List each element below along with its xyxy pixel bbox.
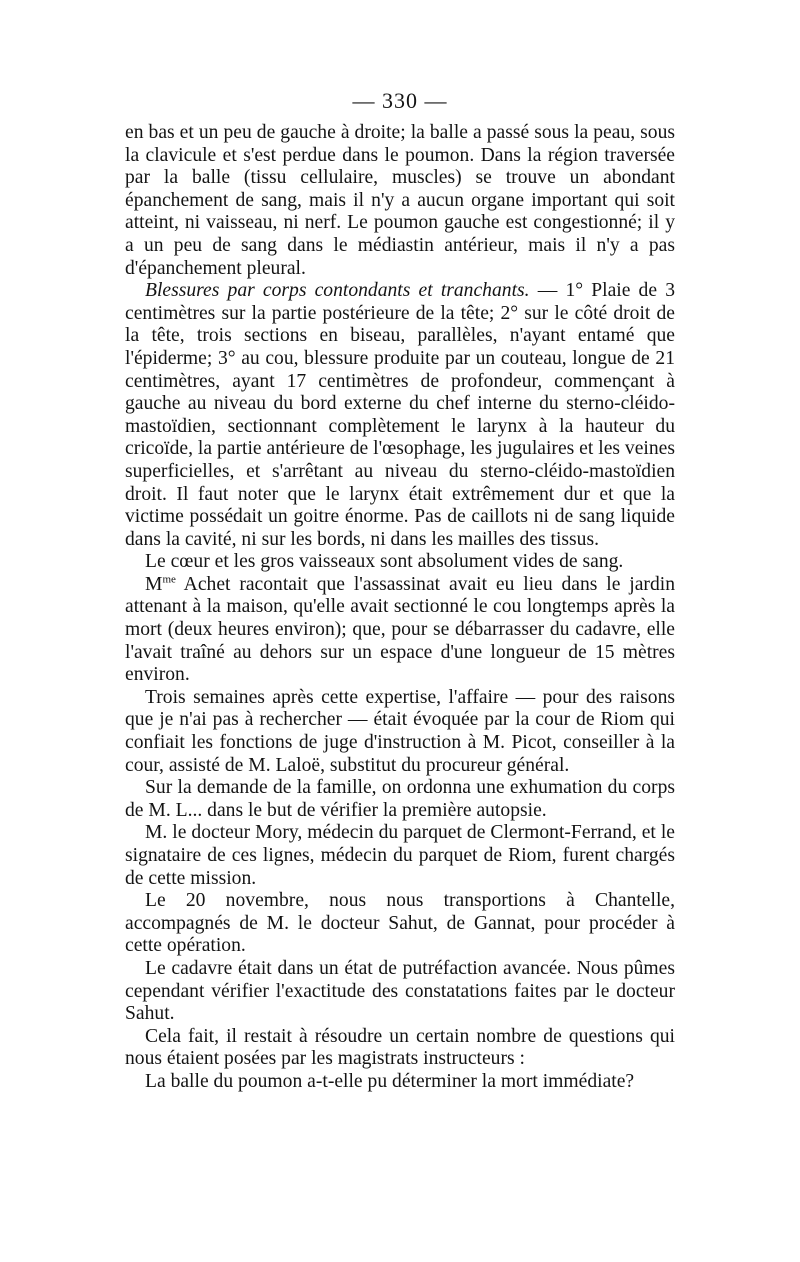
paragraph-text: Achet racontait que l'assassinat avait eu lieu dans le jardin attenant à la maison, qu'elle avait sectionné le cou longtemps après la mort (deux heures environ); que, pour se débarrasser du cadavre, elle l'avait traîné au dehors sur un espace d'une longueur de 15 mètres environ.: [125, 573, 675, 686]
section-heading: Blessures par corps contondants et tranchants.: [145, 280, 530, 302]
paragraph-chantelle-visit: Le 20 novembre, nous nous transportions à Chantelle, accompagnés de M. le docteur Sahut, de Gannat, pour procéder à cette opération.: [125, 890, 675, 957]
paragraph-lung-wound: en bas et un peu de gauche à droite; la balle a passé sous la peau, sous la clavicule et s'est perdue dans le poumon. Dans la région traversée par la balle (tissu cellulaire, muscles) se trouve un abondant épanchement de sang, mais il n'y a aucun organe important qui soit atteint, ni vaisseau, ni nerf. Le poumon gauche est congestionné; il y a un peu de sang dans le médiastin antérieur, mais il n'y a pas d'épanchement pleural.: [125, 122, 675, 279]
paragraph-heart-vessels: Le cœur et les gros vaisseaux sont absolument vides de sang.: [145, 551, 624, 573]
paragraph-court-riom: Trois semaines après cette expertise, l'affaire — pour des raisons que je n'ai pas à rechercher — était évoquée par la cour de Riom qui confiait les fonctions de juge d'instruction à M. Picot, conseiller à la cour, assisté de M. Laloë, substitut du procureur général.: [125, 686, 675, 776]
paragraph-achet-account: [125, 574, 675, 687]
page-number: — 330 —: [352, 88, 448, 113]
paragraph-doctors-assigned: M. le docteur Mory, médecin du parquet de Clermont-Ferrand, et le signataire de ces lignes, médecin du parquet de Riom, furent chargés de cette mission.: [125, 822, 675, 889]
book-page: [125, 88, 675, 1094]
title-abbreviation: M: [145, 573, 163, 595]
body-text: [125, 122, 675, 1094]
paragraph-exhumation: Sur la demande de la famille, on ordonna une exhumation du corps de M. L... dans le but de vérifier la première autopsie.: [125, 777, 675, 821]
paragraph-text: — 1° Plaie de 3 centimètres sur la partie postérieure de la tête; 2° sur le côté droit de la tête, trois sections en biseau, parallèles, n'ayant entamé que l'épiderme; 3° au cou, blessure produite par un couteau, longue de 21 centimètres, ayant 17 centimètres de profondeur, commençant à gauche au niveau du bord externe du chef interne du sterno-cléido-mastoïdien, sectionnant complètement le larynx à la hauteur du cricoïde, la partie antérieure de l'œsophage, les jugulaires et les veines superficielles, et s'arrêtant au niveau du sterno-cléido-mastoïdien droit. Il faut noter que le larynx était extrêmement dur et que la victime possédait un goitre énorme. Pas de caillots ni de sang liquide dans la cavité, ni sur les bords, ni dans les mailles des tissus.: [125, 280, 675, 550]
paragraph-blunt-sharp-wounds: [125, 280, 675, 551]
title-superscript: me: [162, 573, 176, 586]
paragraph-first-question: La balle du poumon a-t-elle pu déterminer la mort immédiate?: [145, 1070, 635, 1092]
paragraph-questions: Cela fait, il restait à résoudre un certain nombre de questions qui nous étaient posées par les magistrats instructeurs :: [125, 1025, 675, 1070]
paragraph-putrefaction: Le cadavre était dans un état de putréfaction avancée. Nous pûmes cependant vérifier l'exactitude des constatations faites par le docteur Sahut.: [125, 957, 675, 1025]
